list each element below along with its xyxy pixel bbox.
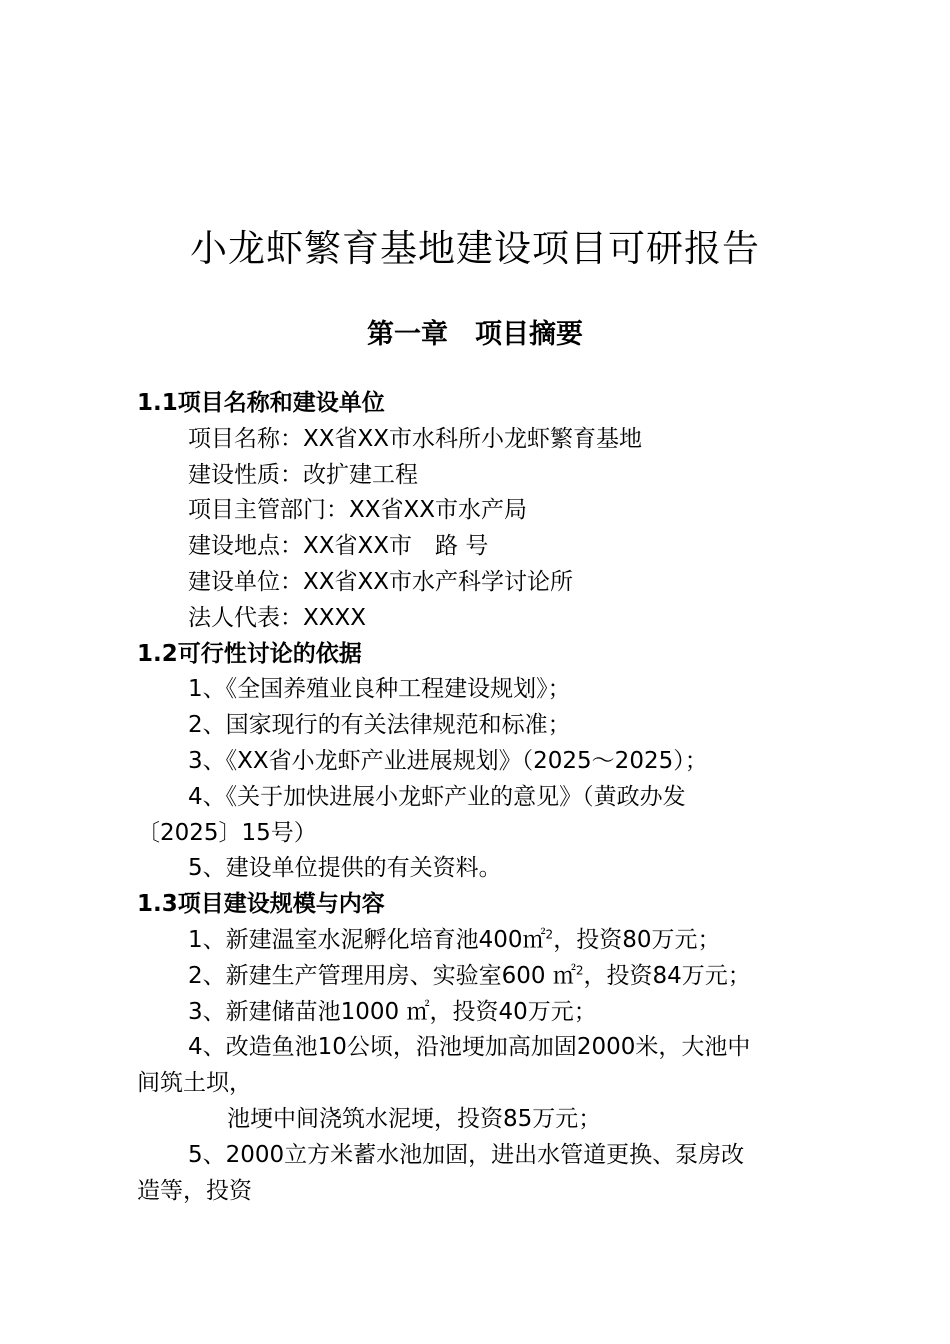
scope-item-4: 4、改造鱼池10公顷，沿池埂加高加固2000米，大池中 bbox=[188, 1034, 751, 1061]
scope-item-1-investment: ，投资80万元； bbox=[553, 926, 721, 953]
section-heading-1-1: 1.1项目名称和建设单位 bbox=[137, 390, 385, 416]
scope-item-3: 3、新建储苗池1000 ㎡，投资40万元； bbox=[188, 998, 597, 1025]
scope-item-1-superscript: 2 bbox=[545, 927, 554, 942]
scope-item-4-detail: 池埂中间浇筑水泥埂，投资85万元； bbox=[227, 1105, 602, 1132]
basis-item-5: 5、建设单位提供的有关资料。 bbox=[188, 855, 502, 882]
basis-item-4: 4、《关于加快进展小龙虾产业的意见》（黄政办发 bbox=[188, 783, 686, 810]
construction-unit-line: 建设单位：XX省XX市水产科学讨论所 bbox=[188, 568, 574, 595]
document-title: 小龙虾繁育基地建设项目可研报告 bbox=[190, 227, 760, 270]
scope-item-5-continued: 造等，投资 bbox=[137, 1177, 252, 1204]
legal-representative-line: 法人代表：XXXX bbox=[188, 604, 367, 631]
construction-site-line: 建设地点：XX省XX市 路 号 bbox=[188, 533, 489, 560]
scope-item-2-superscript: 2 bbox=[575, 963, 584, 978]
scope-item-4-continued: 间筑土坝， bbox=[137, 1070, 252, 1097]
supervising-dept-line: 项目主管部门：XX省XX市水产局 bbox=[188, 497, 528, 524]
basis-item-4-continued: 〔2025〕15号） bbox=[137, 819, 317, 846]
basis-item-2: 2、国家现行的有关法律规范和标准； bbox=[188, 712, 571, 739]
scope-item-2-text: 2、新建生产管理用房、实验室600 ㎡ bbox=[188, 962, 576, 989]
section-heading-1-2: 1.2可行性讨论的依据 bbox=[137, 640, 362, 667]
section-heading-1-3: 1.3项目建设规模与内容 bbox=[137, 891, 385, 918]
chapter-title: 第一章 项目摘要 bbox=[367, 319, 583, 350]
document-body bbox=[137, 386, 817, 1209]
project-name-line: 项目名称：XX省XX市水科所小龙虾繁育基地 bbox=[188, 425, 643, 452]
scope-item-5: 5、2000立方米蓄水池加固，进出水管道更换、泵房改 bbox=[188, 1141, 745, 1168]
basis-item-1: 1、《全国养殖业良种工程建设规划》； bbox=[188, 676, 571, 703]
scope-item-1-text: 1、新建温室水泥孵化培育池400㎡ bbox=[188, 926, 546, 953]
basis-item-3: 3、《XX省小龙虾产业进展规划》（2025～2025）； bbox=[188, 747, 708, 774]
scope-item-2 bbox=[137, 959, 817, 995]
construction-nature-line: 建设性质：改扩建工程 bbox=[188, 461, 418, 488]
scope-item-2-investment: ，投资84万元； bbox=[583, 962, 751, 989]
scope-item-1 bbox=[137, 923, 817, 959]
